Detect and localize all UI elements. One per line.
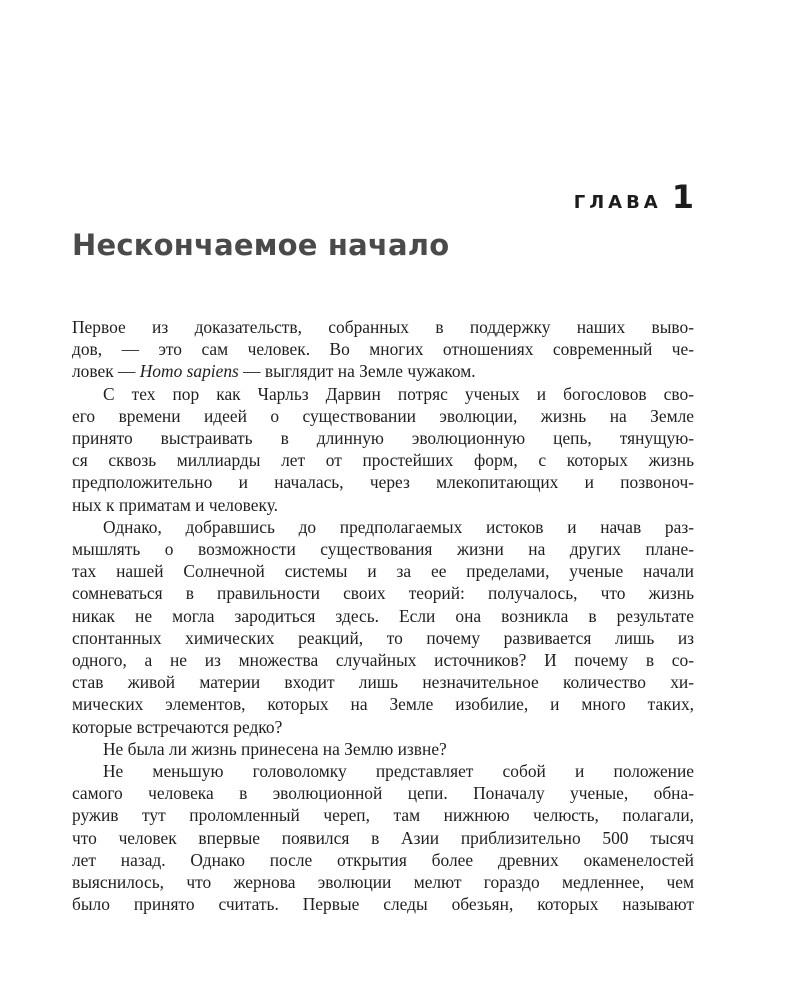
text-fragment: ловек — <box>72 361 140 382</box>
text-line: ных к приматам и человеку. <box>72 494 279 515</box>
text-line <box>72 360 694 382</box>
book-page <box>72 0 694 1000</box>
text-line: ружив тут проломленный череп, там нижнюю челюсть, полагали, <box>72 805 694 826</box>
chapter-number: 1 <box>671 178 694 216</box>
text-line: Первое из доказательств, собранных в поддержку наших выво- <box>72 317 694 337</box>
text-line: мических элементов, которых на Земле изобилие, и много таких, <box>72 694 694 715</box>
chapter-label <box>574 178 694 216</box>
body-text <box>72 316 694 915</box>
text-line: выяснилось, что жернова эволюции мелют гораздо медленнее, чем <box>72 872 694 893</box>
text-line: мышлять о возможности существования жизни на других плане- <box>72 539 694 560</box>
text-line: его времени идеей о существовании эволюции, жизнь на Земле <box>72 405 694 426</box>
text-line: тах нашей Солнечной системы и за ее пределами, ученые начали <box>72 561 694 582</box>
chapter-title: Нескончаемое начало <box>72 228 450 262</box>
text-line: принято выстраивать в длинную эволюционную цепь, тянущую- <box>72 428 694 449</box>
text-line: ся сквозь миллиарды лет от простейших форм, с которых жизнь <box>72 450 694 471</box>
text-line: было принято считать. Первые следы обезьян, которых называют <box>72 894 694 915</box>
text-line: дов, — это сам человек. Во многих отношениях современный че- <box>72 339 694 360</box>
text-line: Не меньшую головоломку представляет собой и положение <box>103 761 694 782</box>
text-line: предположительно и началась, через млекопитающих и позвоноч- <box>72 472 694 493</box>
text-line: самого человека в эволюционной цепи. Поначалу ученые, обна- <box>72 783 694 804</box>
text-line: спонтанных химических реакций, то почему развивается лишь из <box>72 627 694 648</box>
text-line: став живой материи входит лишь незначительное количество хи- <box>72 672 694 693</box>
text-line: сомневаться в правильности своих теорий: получалось, что жизнь <box>72 583 694 604</box>
text-fragment: — выглядит на Земле чужаком. <box>238 361 476 382</box>
text-line: никак не могла зародиться здесь. Если она возникла в результате <box>72 605 694 626</box>
text-line: Однако, добравшись до предполагаемых истоков и начав раз- <box>103 516 694 537</box>
chapter-word: ГЛАВА <box>573 192 662 213</box>
text-line: С тех пор как Чарльз Дарвин потряс ученых и богословов сво- <box>103 383 694 404</box>
text-line: что человек впервые появился в Азии приблизительно 500 тысяч <box>72 827 694 848</box>
text-line: Не была ли жизнь принесена на Землю извне? <box>103 738 447 759</box>
text-line: одного, а не из множества случайных источников? И почему в со- <box>72 650 694 671</box>
text-line: которые встречаются редко? <box>72 716 283 737</box>
text-line: лет назад. Однако после открытия более древних окаменелостей <box>72 849 694 870</box>
italic-term: Homo sapiens <box>139 361 239 382</box>
